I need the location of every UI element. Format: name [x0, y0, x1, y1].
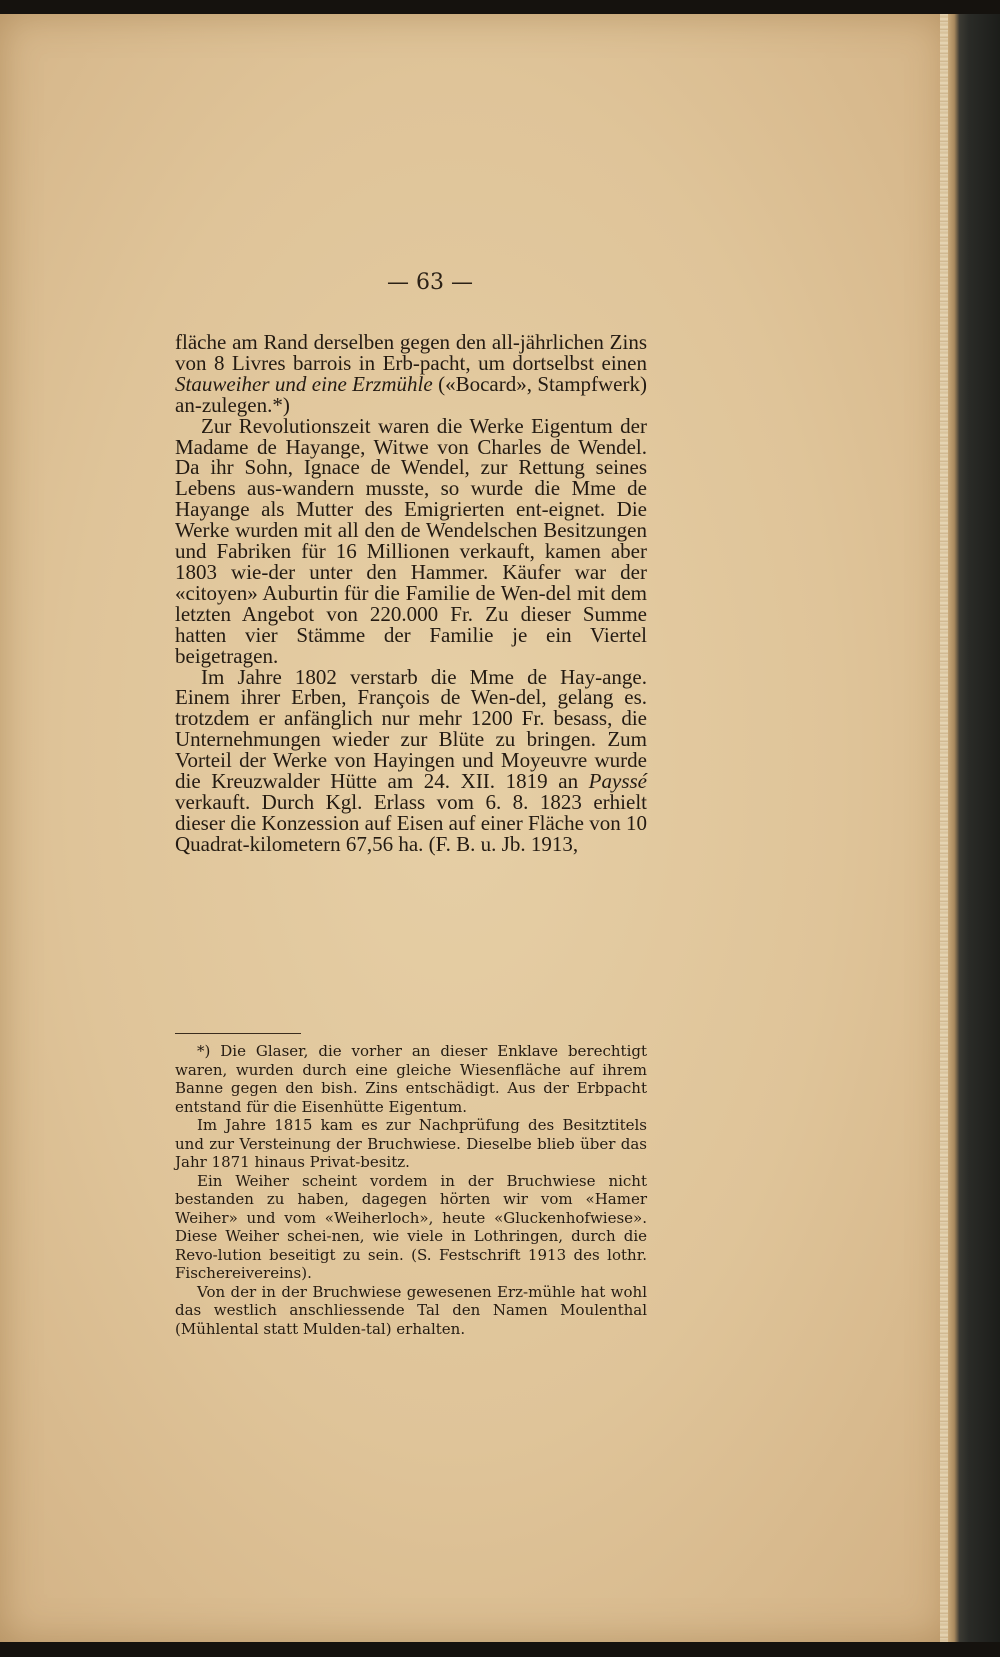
- book-binding: [948, 14, 1000, 1642]
- paragraph-1: [175, 332, 647, 416]
- paragraph-3-italic: Payssé: [588, 769, 647, 794]
- paragraph-1-start: fläche am Rand derselben gegen den all-jährlichen Zins von 8 Livres barrois in Erb-pacht, um dortselbst einen: [175, 330, 647, 375]
- paragraph-3-end: verkauft. Durch Kgl. Erlass vom 6. 8. 1823 erhielt dieser die Konzession auf Eisen auf einer Fläche von 10 Quadrat-kilometern 67,56 ha. (F. B. u. Jb. 1913,: [175, 789, 647, 856]
- paragraph-2: Zur Revolutionszeit waren die Werke Eigentum der Madame de Hayange, Witwe von Charles de Wendel. Da ihr Sohn, Ignace de Wendel, zur Rettung seines Lebens aus-wandern musste, so wurde die Mme de Hayange als Mutter des Emigrierten ent-eignet. Die Werke wurden mit all den de Wendelschen Besitzungen und Fabriken für 16 Millionen verkauft, kamen aber 1803 wie-der unter den Hammer. Käufer war der «citoyen» Auburtin für die Familie de Wen-del mit dem letzten Angebot von 220.000 Fr. Zu dieser Summe hatten vier Stämme der Familie je ein Viertel beigetragen.: [175, 413, 647, 668]
- page-number: — 63 —: [387, 270, 473, 295]
- footnote-2: Im Jahre 1815 kam es zur Nachprüfung des Besitztitels und zur Versteinung der Bruchwiese. Dieselbe blieb über das Jahr 1871 hinaus Privat-besitz.: [175, 1116, 647, 1171]
- paragraph-3: [175, 664, 647, 856]
- scan-top-border: [0, 0, 1000, 14]
- footnote-divider: [175, 1033, 301, 1034]
- footnote-1: *) Die Glaser, die vorher an dieser Enklave berechtigt waren, wurden durch eine gleiche Wiesenfläche auf ihrem Banne gegen den bish. Zins entschädigt. Aus der Erbpacht entstand für die Eisenhütte Eigentum.: [175, 1042, 647, 1116]
- footnote-3: Ein Weiher scheint vordem in der Bruchwiese nicht bestanden zu haben, dagegen hörten wir vom «Hamer Weiher» und vom «Weiherloch», heute «Gluckenhofwiese». Diese Weiher schei-nen, wie viele in Lothringen, durch die Revo-lution beseitigt zu sein. (S. Festschrift 1913 des lothr. Fischereivereins).: [175, 1171, 647, 1282]
- main-text: [175, 332, 647, 855]
- footnote-4: Von der in der Bruchwiese gewesenen Erz-mühle hat wohl das westlich anschliessende Tal den Namen Moulenthal (Mühlental statt Mulden-tal) erhalten.: [175, 1282, 647, 1338]
- book-page: [0, 14, 948, 1642]
- paragraph-1-end: («Bocard», Stampfwerk) an-zulegen.*): [175, 371, 647, 417]
- paragraph-1-italic: Stauweiher und eine Erzmühle: [175, 371, 433, 396]
- footnotes: [175, 1042, 647, 1338]
- paragraph-3-start: Im Jahre 1802 verstarb die Mme de Hay-ange. Einem ihrer Erben, François de Wen-del, gelang es. trotzdem er anfänglich nur mehr 1200 Fr. besass, die Unternehmungen wieder zur Blüte zu bringen. Zum Vorteil der Werke von Hayingen und Moyeuvre wurde die Kreuzwalder Hütte am 24. XII. 1819 an: [175, 664, 647, 794]
- scan-bottom-border: [0, 1642, 1000, 1657]
